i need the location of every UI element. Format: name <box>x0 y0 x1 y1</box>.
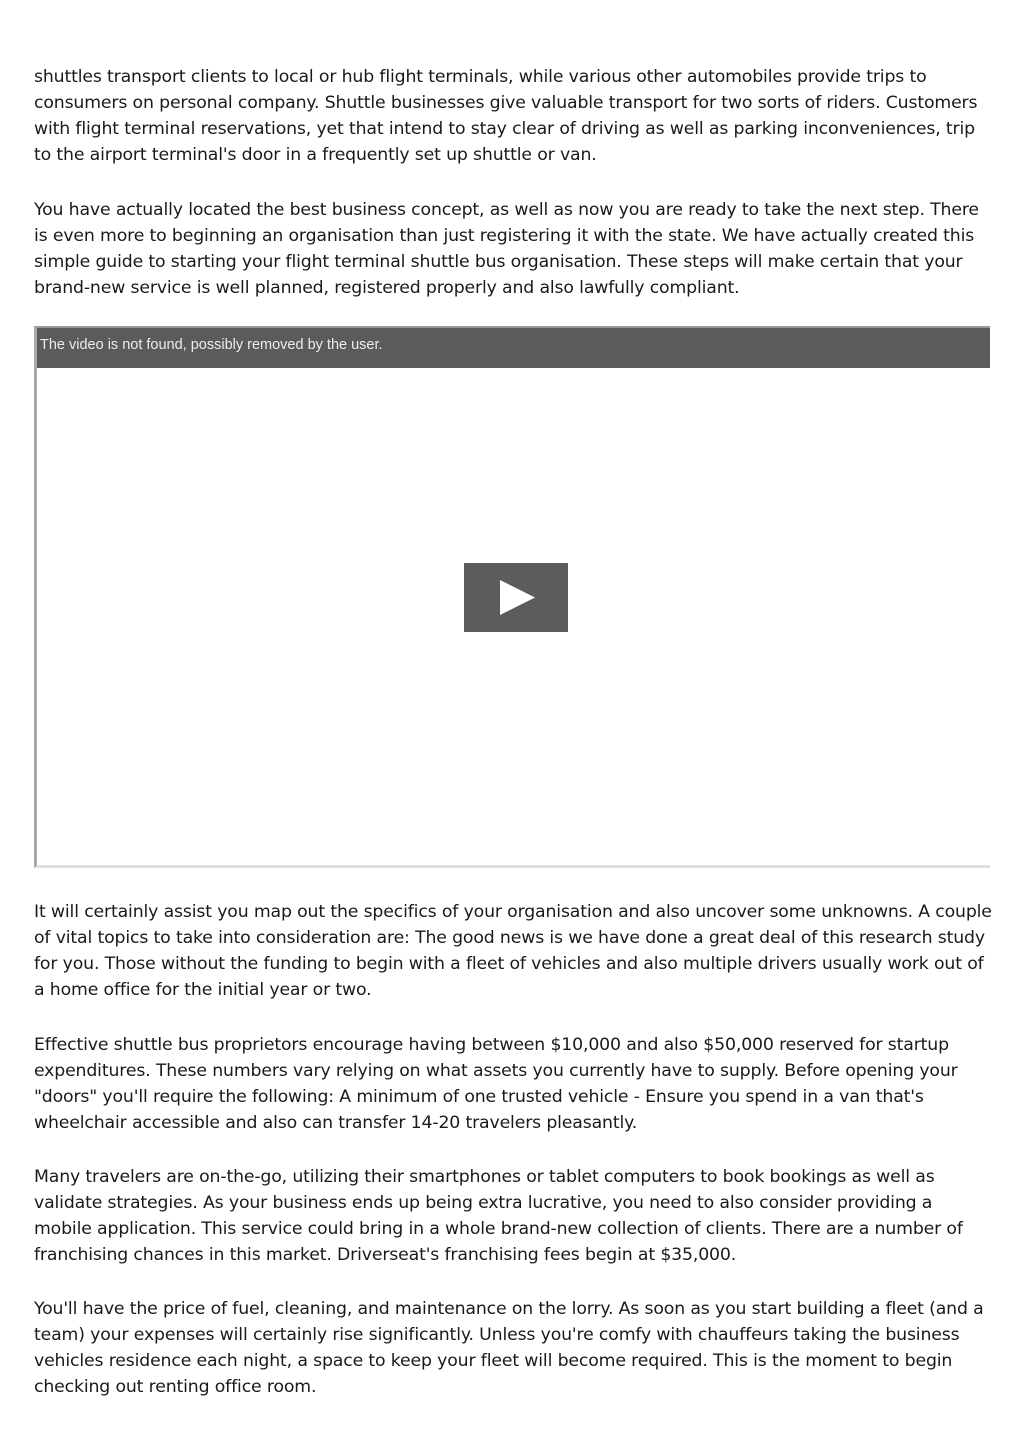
video-title-bar <box>37 328 990 368</box>
play-icon <box>464 563 568 632</box>
video-not-found-message: The video is not found, possibly removed by the user. <box>40 337 383 353</box>
embedded-video-player[interactable] <box>34 326 990 868</box>
paragraph-startup-costs: Effective shuttle bus proprietors encourage having between $10,000 and also $50,000 reserved for startup expenditures. These numbers vary relying on what assets you currently have to supply. Before opening your "doors" you'll require the following: A minimum of one trusted vehicle - Ensure you spend in a van that's wheelchair accessible and also can transfer 14-20 travelers pleasantly. <box>34 1035 958 1133</box>
paragraph-mobile-app: Many travelers are on-the-go, utilizing their smartphones or tablet computers to book bookings as well as validate strategies. As your business ends up being extra lucrative, you need to also consider providing a mobile application. This service could bring in a whole brand-new collection of clients. There are a number of franchising chances in this market. Driverseat's franchising fees begin at $35,000. <box>34 1167 963 1265</box>
paragraph-fleet-expenses: You'll have the price of fuel, cleaning, and maintenance on the lorry. As soon as you start building a fleet (and a team) your expenses will certainly rise significantly. Unless you're comfy with chauffeurs taking the business vehicles residence each night, a space to keep your fleet will become required. This is the moment to begin checking out renting office room. <box>34 1299 984 1397</box>
paragraph-shuttle-intro: shuttles transport clients to local or hub flight terminals, while various other automobiles provide trips to consumers on personal company. Shuttle businesses give valuable transport for two sorts of riders. Customers with flight terminal reservations, yet that intend to stay clear of driving as well as parking inconveniences, trip to the airport terminal's door in a frequently set up shuttle or van. <box>34 67 978 165</box>
paragraph-organisation-specifics: It will certainly assist you map out the specifics of your organisation and also uncover some unknowns. A couple of vital topics to take into consideration are: The good news is we have done a great deal of this research study for you. Those without the funding to begin with a fleet of vehicles and also multiple drivers usually work out of a home office for the initial year or two. <box>34 902 992 1000</box>
play-button[interactable] <box>464 563 568 632</box>
paragraph-business-concept: You have actually located the best business concept, as well as now you are ready to take the next step. There is even more to beginning an organisation than just registering it with the state. We have actually created this simple guide to starting your flight terminal shuttle bus organisation. These steps will make certain that your brand-new service is well planned, registered properly and also lawfully compliant. <box>34 200 979 298</box>
